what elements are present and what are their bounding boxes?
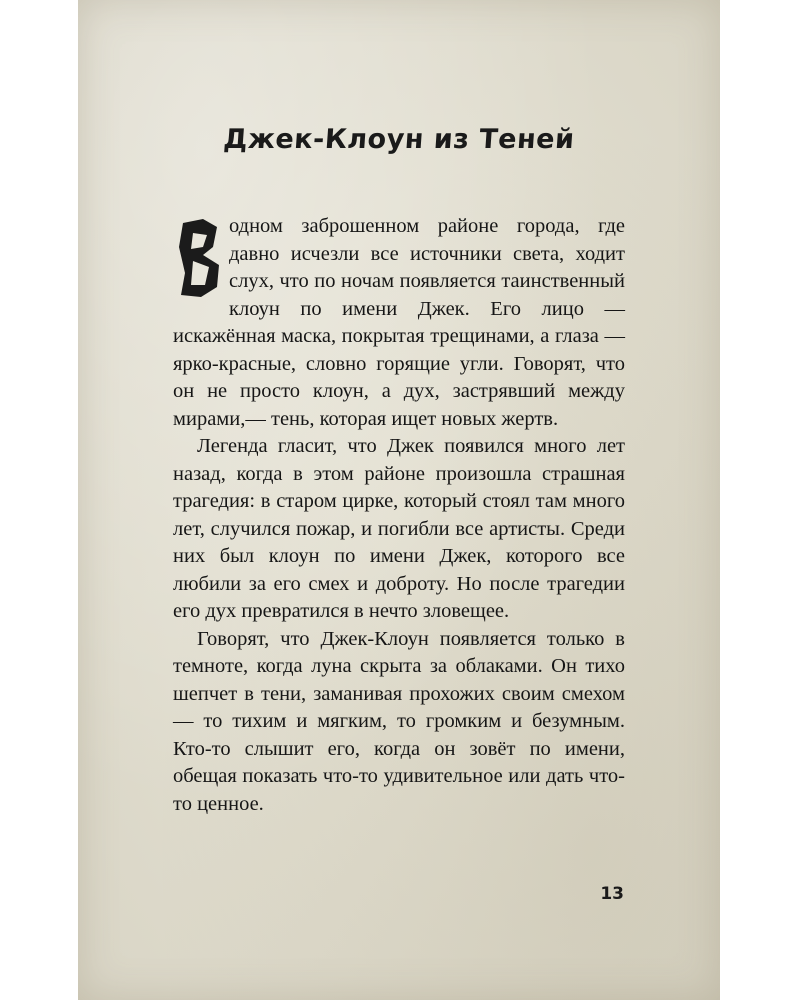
book-page [78, 0, 720, 1000]
drop-cap-glyph: В [173, 217, 174, 218]
page-number: 13 [600, 884, 624, 904]
story-paragraph-1 [173, 213, 625, 433]
story-paragraph-2: Легенда гласит, что Джек появился много лет назад, когда в этом районе произошла страшная трагедия: в старом цирке, который стоял там много лет, случился пожар, и погибли все артисты. Среди них был клоун по имени Джек, которого все любили за его смех и доброту. Но после трагедии его дух превратился в нечто зловещее. [173, 435, 625, 622]
chapter-title: Джек-Клоун из Теней [222, 124, 576, 155]
drop-cap-letter-icon [173, 217, 225, 299]
drop-cap [173, 217, 225, 299]
paragraph-1-text: одном заброшенном районе города, где давно исчезли все источники света, ходит слух, что по ночам появляется таинственный клоун по имени Джек. Его лицо — искажённая маска, покрытая трещинами, а глаза — ярко-красные, словно горящие угли. Говорят, что он не просто клоун, а дух, застрявший между мирами,— тень, которая ищет новых жертв. [173, 215, 625, 430]
story-text [173, 213, 625, 818]
story-paragraph-3: Говорят, что Джек-Клоун появляется только в темноте, когда луна скрыта за облаками. Он тихо шепчет в тени, заманивая прохожих своим смехом — то тихим и мягким, то громким и безумным. Кто-то слышит его, когда он зовёт по имени, обещая показать что-то удивительное или дать что-то ценное. [173, 627, 625, 815]
